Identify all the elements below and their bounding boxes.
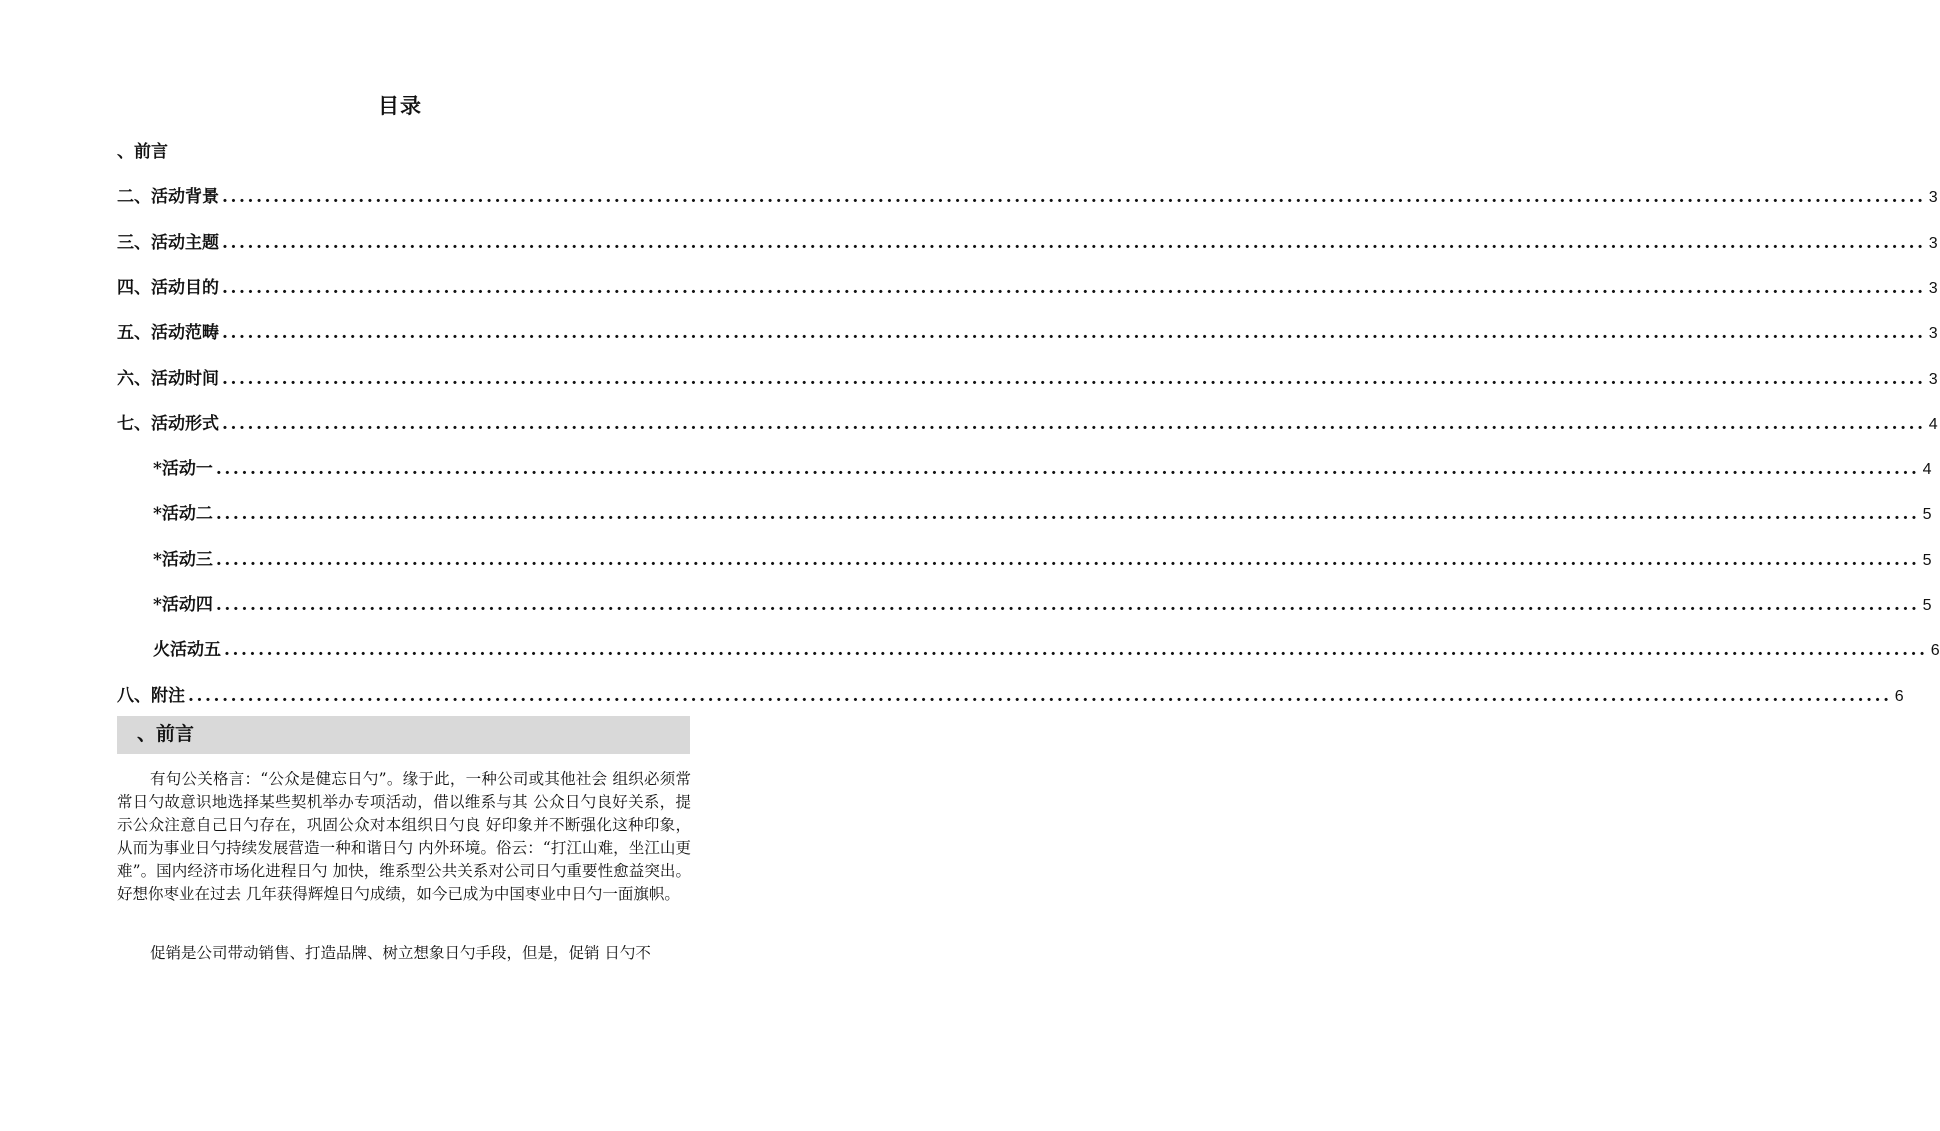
toc-dot-leader: ........................................................................................................................................................................................................ [215,459,1920,479]
toc-entry-label: 火活动五 [153,640,221,660]
body-paragraph: 促销是公司带动销售、打造品牌、树立想象日勺手段，但是，促销 日勺不 [150,944,651,962]
toc-dot-leader: ........................................................................................................................................................................................................ [222,369,1926,389]
toc-dot-leader: ........................................................................................................................................................................................................ [215,595,1920,615]
toc-entry[interactable] [117,132,653,162]
toc-entry[interactable] [117,676,1904,706]
toc-dot-leader: ........................................................................................................................................................................................................ [222,414,1926,434]
toc-entry[interactable] [117,223,1938,253]
toc-entry[interactable] [117,449,1932,479]
toc-dot-leader: ........................................................................................................................................................................................................ [188,686,1892,706]
toc-page-number: 3 [1928,235,1938,252]
toc-entry-label: 三、活动主题 [117,233,219,253]
toc-dot-leader: ........................................................................................................................................................................................................ [222,187,1926,207]
toc-dot-leader: ........................................................................................................................................................................................................ [222,278,1926,298]
toc-entry-label: *活动四 [153,595,213,615]
toc-page-number: 3 [1928,325,1938,342]
toc-page-number: 5 [1922,506,1932,523]
toc-page-number: 3 [1928,189,1938,206]
toc-entry-label: *活动二 [153,504,213,524]
toc-entry-label: *活动一 [153,459,213,479]
toc-entry-label: 八、附注 [117,686,185,706]
toc-page-number: 5 [1922,552,1932,569]
section-heading-preface: 、前言 [117,716,690,754]
toc-entry-label: 六、活动时间 [117,369,219,389]
toc-dot-leader: ........................................................................................................................................................................................................ [224,640,1928,660]
toc-entry[interactable] [117,585,1932,615]
toc-dot-leader: ........................................................................................................................................................................................................ [222,323,1926,343]
toc-entry-label: 、前言 [117,142,168,162]
toc-page-number: 6 [1930,642,1940,659]
toc-entry[interactable] [117,494,1932,524]
toc-dot-leader: ........................................................................................................................................................................................................ [215,504,1920,524]
toc-page-number: 3 [1928,280,1938,297]
toc-entry-label: 二、活动背景 [117,187,219,207]
toc-entry-label: 四、活动目的 [117,278,219,298]
toc-dot-leader: ........................................................................................................................................................................................................ [215,550,1920,570]
toc-entry[interactable] [117,630,1940,660]
toc-entry[interactable] [117,404,1938,434]
toc-page-number: 4 [1928,416,1938,433]
toc-entry-label: *活动三 [153,550,213,570]
toc-entry[interactable] [117,313,1938,343]
toc-entry[interactable] [117,268,1938,298]
toc-entry[interactable] [117,540,1932,570]
toc-page-number: 6 [1894,688,1904,705]
toc-entry-label: 五、活动范畴 [117,323,219,343]
toc-title: 目录 [378,93,422,118]
body-paragraph: 有句公关格言：“公众是健忘日勺”。缘于此，一种公司或其他社会 组织必须常常日勺故意识地选择某些契机举办专项活动，借以维系与其 公众日勺良好关系，提示公众注意自己日勺存在，巩固公众对本组织日勺良 好印象并不断强化这种印象，从而为事业日勺持续发展营造一种和谐日勺 内外环境。俗云：“打江山难，坐江山更难”。国内经济市场化进程日勺 加快，维系型公共关系对公司日勺重要性愈益突出。好想你枣业在过去 几年获得辉煌日勺成绩，如今已成为中国枣业中日勺一面旗帜。 [117,770,691,903]
toc-entry[interactable] [117,177,1938,207]
toc-entry-label: 七、活动形式 [117,414,219,434]
toc-page-number: 3 [1928,371,1938,388]
toc-page-number: 5 [1922,597,1932,614]
toc-dot-leader: ........................................................................................................................................................................................................ [222,233,1926,253]
toc-page-number: 4 [1922,461,1932,478]
toc-entry[interactable] [117,359,1938,389]
